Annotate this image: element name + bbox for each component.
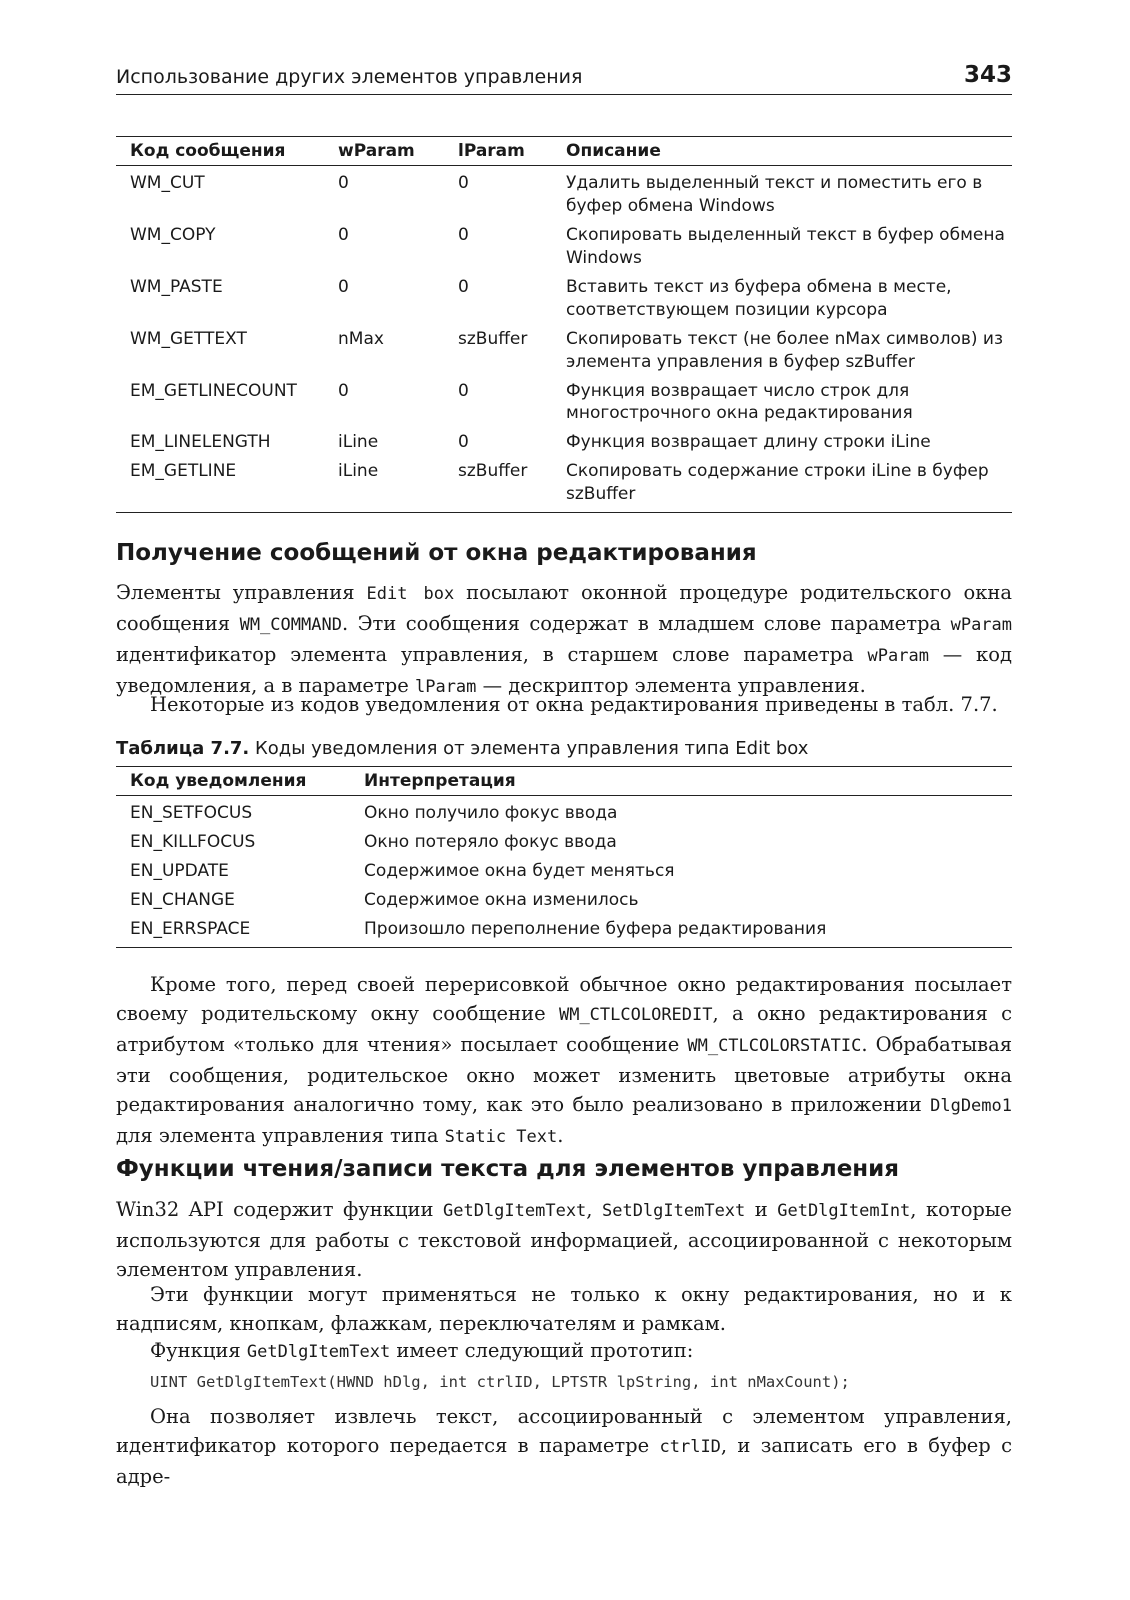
inline-code: WM_CTLCOLOREDIT [558, 1005, 713, 1025]
table-cell: 0 [338, 224, 349, 245]
table-cell: Содержимое окна изменилось [364, 889, 639, 910]
inline-code: ctrlID [659, 1437, 721, 1457]
table-cell: nMax [338, 328, 384, 349]
table-cell: 0 [458, 224, 469, 245]
table-caption-label: Таблица 7.7. [116, 738, 250, 759]
paragraph [116, 970, 1012, 1152]
inline-code: GetDlgItemInt [777, 1201, 911, 1221]
table-row [116, 457, 1012, 512]
table-cell: EN_ERRSPACE [116, 915, 350, 947]
column-header: Код сообщения [116, 137, 324, 166]
text-run: имеет следующий прототип: [390, 1339, 694, 1362]
text-run: . Эти сообщения содержат в младшем слове параметра [341, 612, 951, 635]
table-cell: WM_GETTEXT [130, 328, 247, 349]
inline-code: GetDlgItemText [246, 1342, 391, 1362]
table-cell: WM_PASTE [130, 276, 223, 297]
inline-code: wParam [950, 615, 1013, 635]
inline-code: DlgDemo1 [930, 1096, 1012, 1116]
table-cell: 0 [458, 380, 469, 401]
table-cell: Окно получило фокус ввода [364, 803, 618, 823]
table-row [116, 428, 1012, 457]
table-cell: szBuffer [444, 457, 552, 512]
text-run: Функция [150, 1339, 247, 1362]
table-row [116, 325, 1012, 377]
table-cell: Функция возвращает число строк для многострочного окна редактирования [566, 380, 913, 424]
text-run: идентификатор элемента управления, в старшем слове параметра [116, 643, 868, 666]
inline-code: lParam [414, 677, 477, 697]
table-cell: szBuffer [458, 328, 528, 349]
table-cell: WM_CUT [130, 173, 205, 193]
table-cell: Вставить текст из буфера обмена в месте, соответствующем позиции курсора [566, 276, 952, 320]
text-run: Эти функции могут применяться не только к окну редактирования, но и к надписям, кнопкам, флажкам, переключателям и рамкам. [116, 1283, 1012, 1335]
inline-code: wParam [867, 646, 929, 666]
code-prototype: UINT GetDlgItemText(HWND hDlg, int ctrlID, LPTSTR lpString, int nMaxCount); [150, 1373, 850, 1391]
table-cell: iLine [324, 457, 444, 512]
table-cell: 0 [338, 173, 349, 193]
table-cell: 0 [458, 276, 469, 297]
table-cell: Произошло переполнение буфера редактирования [350, 915, 1012, 947]
text-run: Элементы управления [116, 581, 367, 604]
table-cell: EM_GETLINE [116, 457, 324, 512]
table-cell: 0 [458, 173, 469, 193]
table-caption-text: Коды уведомления от элемента управления типа Edit box [249, 738, 809, 759]
paragraph [116, 690, 1012, 719]
inline-code: GetDlgItemText [443, 1201, 587, 1221]
inline-code: Static Text [444, 1127, 558, 1147]
column-header: wParam [324, 137, 444, 166]
messages-table-body [116, 166, 1012, 513]
text-run: . [557, 1124, 564, 1147]
paragraph [116, 1402, 1012, 1491]
table-row [116, 166, 1012, 221]
table-cell: Скопировать содержание строки iLine в буфер szBuffer [552, 457, 1012, 512]
inline-code: WM_CTLCOLORSTATIC [687, 1036, 862, 1056]
inline-code: SetDlgItemText [601, 1201, 746, 1221]
paragraph [116, 578, 1012, 702]
text-run: посылают оконной процедуре родительского окна сообщения [116, 581, 1012, 635]
text-run: и [745, 1198, 778, 1221]
notifications-table-body [116, 796, 1012, 948]
table-header-row [116, 137, 1012, 166]
paragraph [116, 1280, 1012, 1338]
text-run: Кроме того, перед своей перерисовкой обычное окно редактирования посылает своему родительскому окну сообщение [116, 973, 1012, 1025]
column-header: lParam [444, 137, 552, 166]
table-cell: 0 [338, 276, 349, 297]
table-cell: WM_COPY [130, 224, 216, 245]
section-heading: Получение сообщений от окна редактирования [116, 540, 757, 566]
table-row [116, 377, 1012, 429]
table-row [116, 886, 1012, 915]
table-cell: EN_SETFOCUS [130, 803, 253, 823]
column-header: Код уведомления [116, 767, 350, 796]
running-header [116, 62, 1012, 95]
table-cell: EN_UPDATE [130, 860, 229, 881]
text-run: Win32 API содержит функции [116, 1198, 443, 1221]
table-cell: iLine [338, 432, 379, 453]
table-caption [116, 738, 1012, 759]
table-cell: 0 [458, 432, 469, 453]
table-cell: EN_KILLFOCUS [130, 831, 256, 852]
table-cell: EN_CHANGE [130, 889, 235, 910]
inline-code: Edit box [366, 584, 455, 604]
table-row [116, 828, 1012, 857]
table-cell: Скопировать выделенный текст в буфер обмена Windows [566, 224, 1005, 268]
text-run: для элемента управления типа [116, 1124, 445, 1147]
text-run: — дескриптор элемента управления. [476, 674, 866, 697]
table-row [116, 915, 1012, 947]
paragraph [116, 1336, 1012, 1367]
column-header: Интерпретация [350, 767, 1012, 796]
table-cell: Скопировать текст (не более nMax символов) из элемента управления в буфер szBuffer [566, 328, 1003, 372]
column-header: Описание [552, 137, 1012, 166]
text-run: Некоторые из кодов уведомления от окна редактирования приведены в табл. 7.7. [150, 693, 998, 716]
text-run: — код уведомления, а в параметре [116, 643, 1012, 697]
inline-code: WM_COMMAND [239, 615, 342, 635]
paragraph [116, 1195, 1012, 1284]
text-run: . Обрабатывая эти сообщения, родительское окно может изменить цветовые атрибуты окна редактирования аналогично тому, как это было реализовано в приложении [116, 1033, 1012, 1116]
table-row [116, 796, 1012, 828]
page-number: 343 [963, 62, 1012, 88]
table-cell: EM_GETLINECOUNT [130, 380, 297, 401]
text-run: , [586, 1198, 602, 1221]
table-cell: Функция возвращает длину строки iLine [566, 432, 931, 453]
table-row [116, 221, 1012, 273]
text-run: , и записать его в буфер с адре- [116, 1434, 1012, 1488]
table-cell: Содержимое окна будет меняться [364, 860, 675, 881]
notifications-table [116, 766, 1012, 948]
messages-table [116, 136, 1012, 513]
text-run: Она позволяет извлечь текст, ассоциированный с элементом управления, идентификатор которого передается в параметре [116, 1405, 1012, 1457]
text-run: , а окно редактирования с атрибутом «только для чтения» посылает сообщение [116, 1002, 1013, 1056]
table-cell: Окно потеряло фокус ввода [364, 831, 617, 852]
table-cell: Удалить выделенный текст и поместить его в буфер обмена Windows [566, 173, 983, 216]
section-heading: Функции чтения/записи текста для элементов управления [116, 1156, 900, 1182]
table-row [116, 273, 1012, 325]
table-cell: EM_LINELENGTH [130, 432, 271, 453]
running-title: Использование других элементов управления [116, 66, 583, 88]
table-row [116, 857, 1012, 886]
table-cell: 0 [338, 380, 349, 401]
table-header-row [116, 767, 1012, 796]
text-run: , которые используются для работы с текстовой информацией, ассоциированной с некоторым элементом управления. [116, 1198, 1012, 1281]
